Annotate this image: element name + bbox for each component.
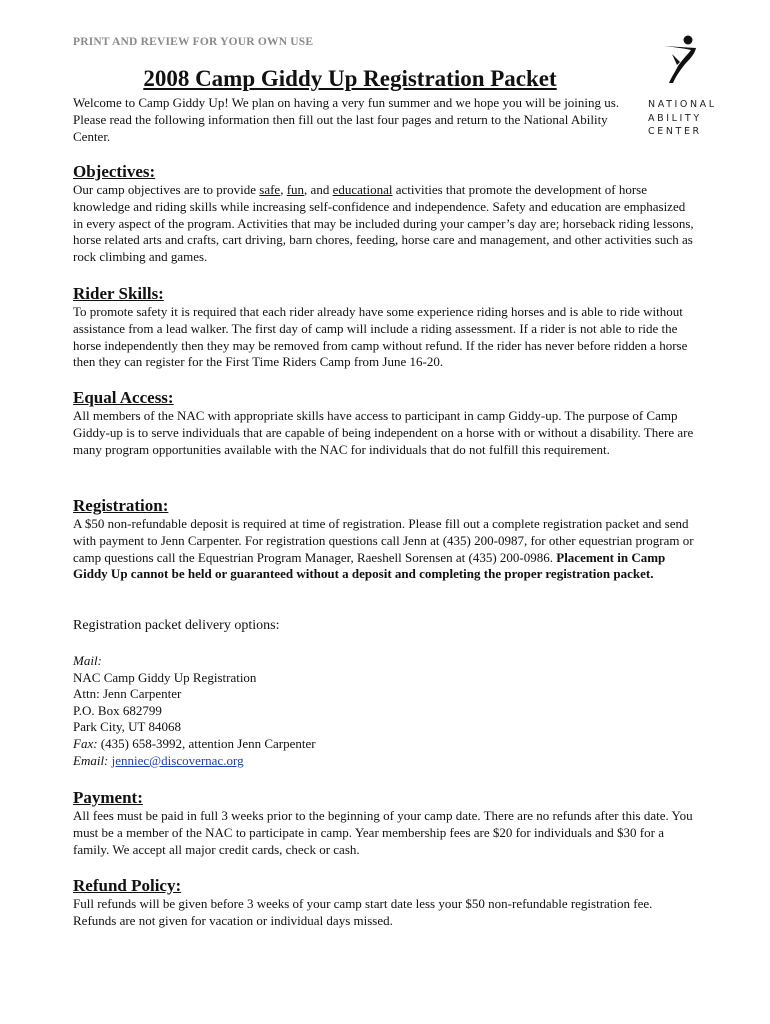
registration-section bbox=[73, 496, 698, 583]
objectives-section bbox=[73, 162, 698, 266]
logo-line-ability: ABILITY bbox=[648, 112, 702, 124]
print-note: PRINT AND REVIEW FOR YOUR OWN USE bbox=[73, 36, 314, 48]
page-title: 2008 Camp Giddy Up Registration Packet bbox=[143, 66, 557, 91]
email-link[interactable]: jenniec@discovernac.org bbox=[111, 752, 244, 768]
fax-line: Fax: (435) 658-3992, attention Jenn Carpenter bbox=[73, 735, 316, 751]
registration-warning: Placement in Camp Giddy Up cannot be held or guaranteed without a deposit and completing the proper registration packet. bbox=[73, 549, 666, 582]
rider-skills-section bbox=[73, 284, 698, 371]
rider-figure-icon bbox=[658, 34, 698, 84]
rider-skills-heading: Rider Skills: bbox=[73, 284, 164, 303]
address-line-4: Park City, UT 84068 bbox=[73, 719, 181, 735]
refund-heading: Refund Policy: bbox=[73, 876, 182, 895]
objectives-heading: Objectives: bbox=[73, 162, 156, 181]
logo-line-national: NATIONAL bbox=[648, 99, 717, 110]
address-line-3: P.O. Box 682799 bbox=[73, 702, 162, 718]
payment-section bbox=[73, 788, 698, 858]
intro-paragraph: Welcome to Camp Giddy Up! We plan on having a very fun summer and we hope you will be joining us. Please read the following information then fill out the last four pages and return to the National Ability Center. bbox=[73, 95, 620, 144]
mail-label: Mail: bbox=[73, 653, 102, 668]
payment-heading: Payment: bbox=[73, 788, 143, 807]
mailing-address bbox=[73, 653, 316, 769]
email-line: Email: jenniec@discovernac.org bbox=[73, 752, 244, 768]
equal-access-heading: Equal Access: bbox=[73, 388, 174, 407]
logo-line-center: CENTER bbox=[648, 126, 702, 137]
equal-access-section bbox=[73, 388, 698, 458]
equal-access-text: All members of the NAC with appropriate skills have access to participant in camp Giddy-up. The purpose of Camp Giddy-up is to serve individuals that are capable of being independent on a horse with or without a disability. There are many program opportunities available with the NAC for individuals that do not fulfill this requirement. bbox=[73, 408, 694, 457]
address-line-1: NAC Camp Giddy Up Registration bbox=[73, 669, 257, 685]
refund-section bbox=[73, 876, 698, 930]
rider-skills-text: To promote safety it is required that each rider already have some experience riding horses and is able to ride without assistance from a lead walker. The first day of camp will include a riding assessment. If a rider is not able to ride the horse independently then they may be removed from camp without refund. If the rider has never before ridden a horse then they can register for the First Time Riders Camp from June 16-20. bbox=[73, 304, 688, 370]
refund-text: Full refunds will be given before 3 weeks of your camp start date less your $50 non-refundable registration fee. Refunds are not given for vacation or individual days missed. bbox=[73, 896, 653, 928]
objectives-text: Our camp objectives are to provide safe, fun, and educational activities that promote the development of horse knowledge and riding skills while increasing self-confidence and independence. Safety and education are emphasized in every aspect of the program. Activities that may be included during your camper’s day are; horseback riding lessons, horse related arts and crafts, cart driving, barn chores, feeding, horse care and management, and other activities such as rock climbing and games. bbox=[73, 182, 694, 265]
payment-text: All fees must be paid in full 3 weeks prior to the beginning of your camp date. There are no refunds after this date. You must be a member of the NAC to participate in camp. Year membership fees are $20 for individuals and $30 for a family. We accept all major credit cards, check or cash. bbox=[73, 808, 693, 857]
registration-text: A $50 non-refundable deposit is required at time of registration. Please fill out a complete registration packet and send with payment to Jenn Carpenter. For registration questions call Jenn at (435) 200-0987, for other equestrian program or camp questions call the Equestrian Program Manager, Raeshell Sorensen at (435) 200-0986. Placement in Camp Giddy Up cannot be held or guaranteed without a deposit and completing the proper registration packet. bbox=[73, 516, 694, 582]
address-line-2: Attn: Jenn Carpenter bbox=[73, 686, 182, 702]
delivery-options-label: Registration packet delivery options: bbox=[73, 618, 280, 633]
registration-heading: Registration: bbox=[73, 496, 169, 515]
nac-logo bbox=[648, 34, 718, 139]
